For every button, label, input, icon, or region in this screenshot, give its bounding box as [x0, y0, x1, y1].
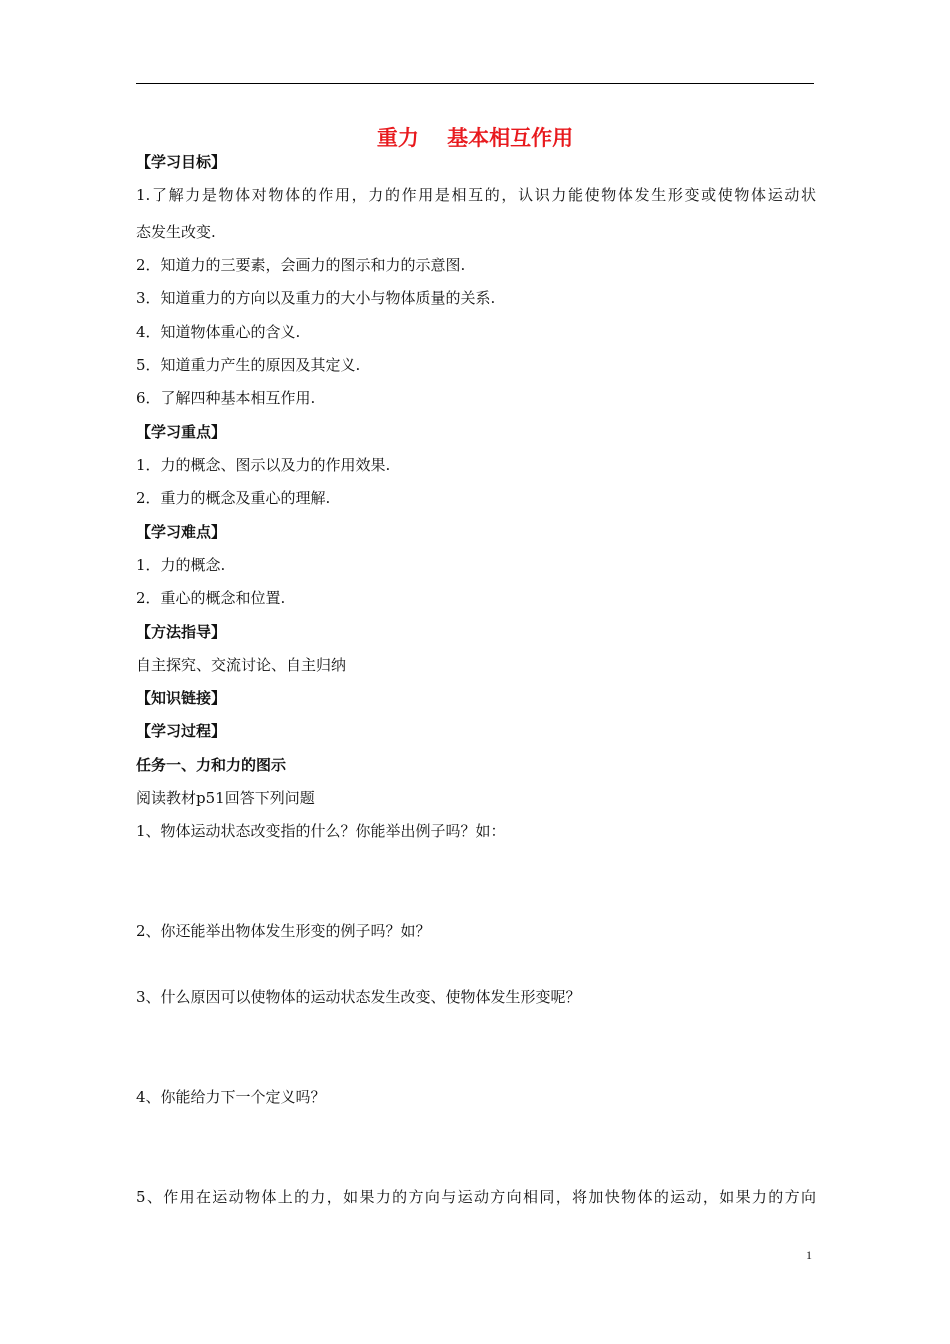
objectives-heading: 【学习目标】: [136, 153, 227, 171]
objective-item: 6．了解四种基本相互作用.: [136, 389, 316, 407]
objective-item: 3．知道重力的方向以及重力的大小与物体质量的关系.: [136, 289, 496, 307]
question-item: 2、你还能举出物体发生形变的例子吗？如？: [136, 922, 431, 940]
objective-item: 1.了解力是物体对物体的作用，力的作用是相互的，认识力能使物体发生形变或使物体运动状: [136, 186, 816, 204]
key-points-heading: 【学习重点】: [136, 423, 227, 441]
question-item: 1、物体运动状态改变指的什么？你能举出例子吗？如：: [136, 822, 506, 840]
difficulty-item: 1．力的概念.: [136, 556, 226, 574]
objective-item: 4．知道物体重心的含义.: [136, 323, 301, 341]
question-item: 4、你能给力下一个定义吗？: [136, 1088, 326, 1106]
page-number: 1: [806, 1248, 812, 1262]
question-item: 3、什么原因可以使物体的运动状态发生改变、使物体发生形变呢？: [136, 988, 581, 1006]
links-heading: 【知识链接】: [136, 689, 227, 707]
objective-item: 态发生改变.: [136, 223, 216, 241]
method-heading: 【方法指导】: [136, 623, 227, 641]
method-text: 自主探究、交流讨论、自主归纳: [136, 656, 347, 674]
objective-item: 2．知道力的三要素，会画力的图示和力的示意图.: [136, 256, 466, 274]
page-title: 重力 基本相互作用: [376, 126, 574, 150]
key-point-item: 1．力的概念、图示以及力的作用效果.: [136, 456, 391, 474]
process-heading: 【学习过程】: [136, 722, 227, 740]
question-item: 5、作用在运动物体上的力，如果力的方向与运动方向相同，将加快物体的运动，如果力的方向: [136, 1188, 816, 1206]
difficulty-item: 2．重心的概念和位置.: [136, 589, 286, 607]
task1-intro: 阅读教材p51回答下列问题: [136, 789, 315, 807]
difficulties-heading: 【学习难点】: [136, 523, 227, 541]
task1-heading: 任务一、力和力的图示: [136, 756, 287, 774]
key-point-item: 2．重力的概念及重心的理解.: [136, 489, 331, 507]
header-rule: [136, 83, 814, 84]
objective-item: 5．知道重力产生的原因及其定义.: [136, 356, 361, 374]
